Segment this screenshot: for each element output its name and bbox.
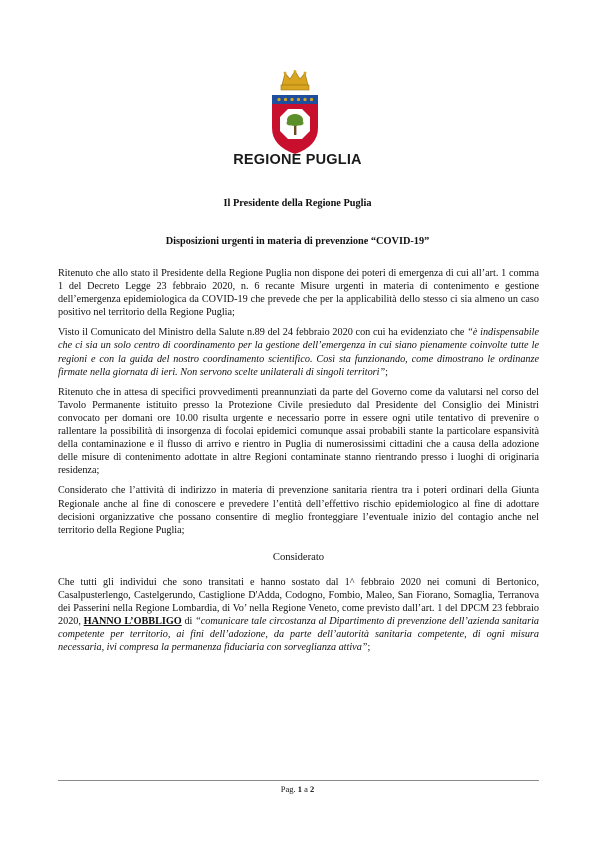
regione-puglia-coat-of-arms-icon <box>270 70 320 154</box>
total-pages: 2 <box>310 784 315 794</box>
paragraph-considerato-attivita: Considerato che l’attività di indirizzo in materia di prevenzione sanitaria rientra tra i poteri ordinari della Giunta Regionale anche al fine di conoscere e prevedere l’entità dell’effettivo rischio epidemiologico al fine di adottare decisioni organizzative che possano consentire di meglio fronteggiare l’eventuale inizio del contagio anche nel territorio della Regione Puglia; <box>58 485 539 536</box>
brand-name: REGIONE PUGLIA <box>233 152 362 168</box>
paragraph-ritenuto-poteri: Ritenuto che allo stato il Presidente della Regione Puglia non dispone dei poteri di emergenza di cui all’art. 1 comma 1 del Decreto Legge 23 febbraio 2020, n. 6 recante Misure urgenti in materia di contenimento e gestione dell’emergenza epidemiologica da COVID-19 che prevede che per la applicabilità dello stesso ci sia almeno un caso positivo nel territorio della Regione Puglia; <box>58 268 539 319</box>
paragraph-end: ; <box>385 366 388 378</box>
page-number <box>0 784 595 794</box>
current-page: 1 <box>297 784 302 794</box>
subject-title: Disposizioni urgenti in materia di prevenzione “COVID-19” <box>165 236 430 247</box>
obligation-emphasis: HANNO L’OBBLIGO <box>83 616 182 628</box>
president-title: Il Presidente della Regione Puglia <box>223 198 372 209</box>
ministry-quote: “è indispensabile che ci sia un solo centro di coordinamento per la gestione dell’emergenza in cui siano pienamente coinvolte tutte le regioni e con la guida del nostro coordinamento scientifico. Così sta funzionando, come dimostrano le ordinanze firmate nella giornata di ieri. Non servono scelte unilaterali di singoli territori” <box>58 327 539 378</box>
page-separator: a <box>301 784 311 794</box>
document-body <box>58 267 539 661</box>
paragraph-ritenuto-attesa: Ritenuto che in attesa di specifici provvedimenti preannunziati da parte del Governo come da valutarsi nel corso del Tavolo Permanente istituito presso la Protezione Civile presieduto dal Presidente del Consiglio dei Ministri convocato per domani ore 10.00 risulta urgente e necessario porre in essere ogni utile tentativo di prevenire o rallentare la possibilità di insorgenza di focolai epidemici comunque assai probabili stante la particolare espansività della contaminazione e il flusso di arrivo e rientro in Puglia di numerosissimi cittadini che a causa della adozione delle misure di contenimento adottate in altre Regioni contaminate stanno rientrando presso i luoghi di originaria residenza; <box>58 386 539 477</box>
paragraph-text: di <box>181 616 196 628</box>
paragraph-obbligo <box>58 576 539 655</box>
paragraph-visto-comunicato <box>58 326 539 378</box>
paragraph-text: Visto il Comunicato del Ministro della Salute n.89 del 24 febbraio 2020 con cui ha evidenziato che <box>58 327 468 339</box>
page-prefix: Pag. <box>280 784 298 794</box>
paragraph-end: ; <box>367 642 371 654</box>
considerato-heading: Considerato <box>272 551 325 563</box>
paragraph-text: Che tutti gli individui che sono transitati e hanno sostato dal 1^ febbraio 2020 nei comuni di Bertonico, Casalpusterlengo, Castelgerundo, Castiglione D'Adda, Codogno, Fombio, Maleo, San Fiorano, Somaglia, Terranova dei Passerini nella Regione Lombardia, di Vo’ nella Regione Veneto, come previsto dall’art. 1 del DPCM 23 febbraio 2020, <box>58 576 539 628</box>
footer-divider <box>58 780 539 781</box>
dpcm-quote: “comunicare tale circostanza al Dipartimento di prevenzione dell’azienda sanitaria competente per territorio, ai fini dell’adozione, da parte dell’autorità sanitaria competente, di ogni misura necessaria, ivi compresa la permanenza fiduciaria con sorveglianza attiva” <box>58 616 539 654</box>
